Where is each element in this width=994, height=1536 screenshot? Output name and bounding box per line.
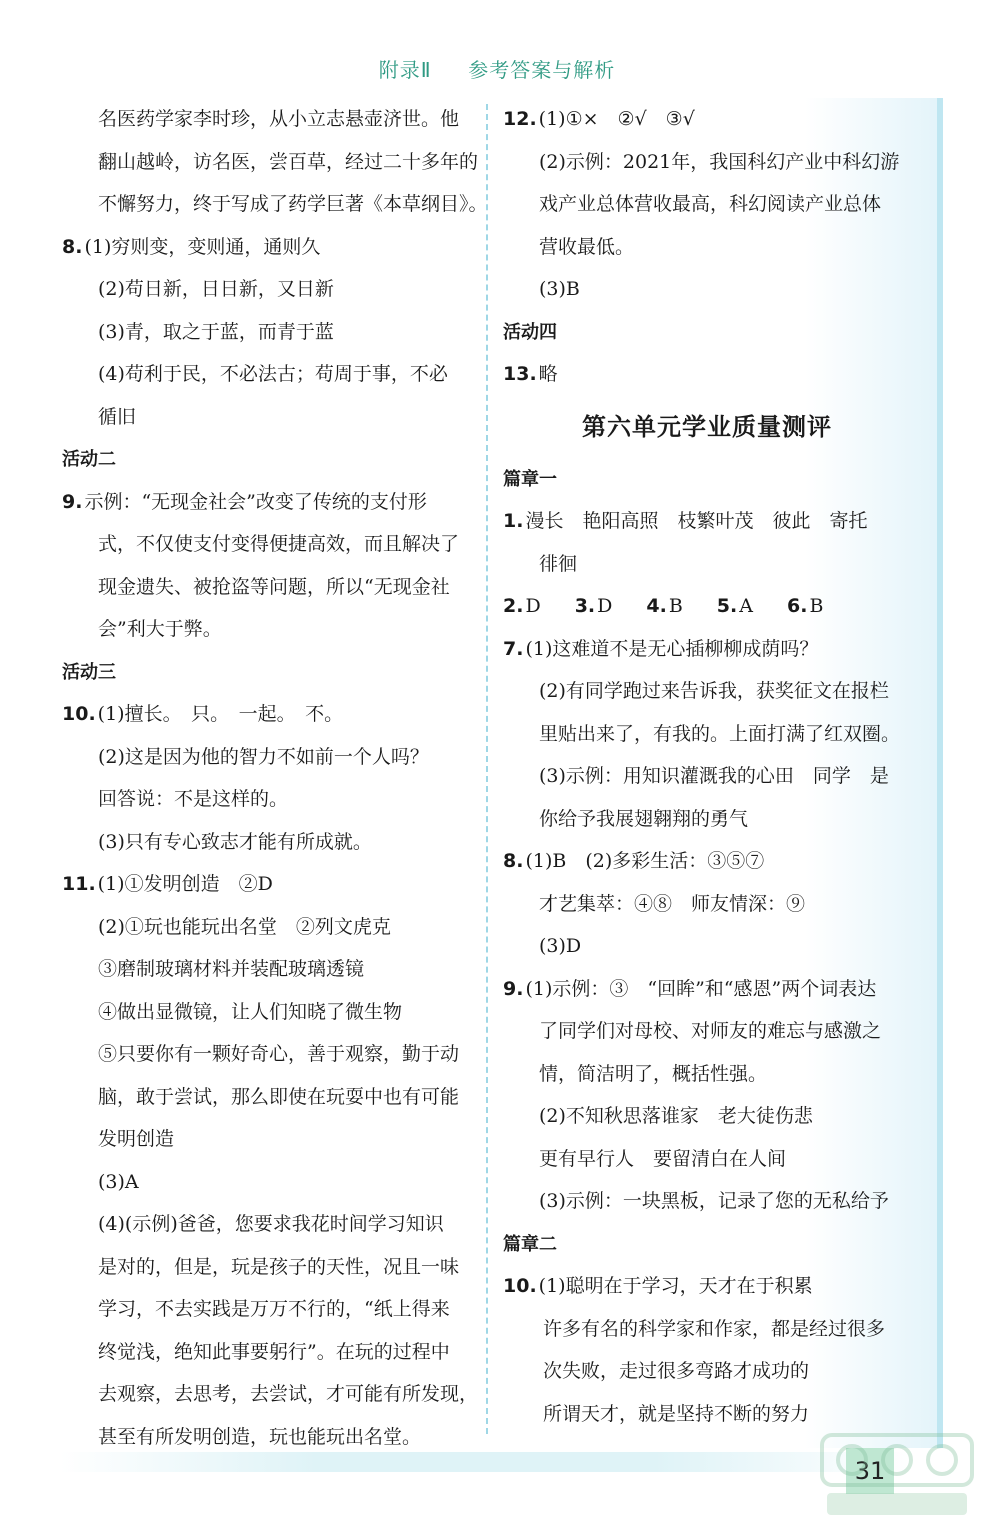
answer-line <box>62 481 474 524</box>
answer-line <box>503 1010 911 1053</box>
answer-line <box>62 693 474 736</box>
answer-text: (1)擅长。 只。 一起。 不。 <box>97 703 344 725</box>
answer-text: ⑤只要你有一颗好奇心，善于观察，勤于动 <box>98 1043 460 1065</box>
answer-text: 是对的，但是，玩是孩子的天性，况且一味 <box>98 1255 460 1278</box>
answer-text: 漫长 艳阳高照 枝繁叶茂 彼此 寄托 <box>525 510 868 532</box>
answer-text: 学习，不去实践是万万不行的，“纸上得来 <box>98 1298 450 1320</box>
answer-choice: B <box>668 595 683 617</box>
question-number: 6. <box>786 595 808 617</box>
answer-text: 徘徊 <box>539 552 578 575</box>
answer-text: (3)只有专心致志才能有所成就。 <box>98 830 372 853</box>
answer-line <box>62 98 474 141</box>
answer-line <box>503 1308 911 1351</box>
question-number: 7. <box>503 637 524 660</box>
answer-line <box>62 1118 474 1161</box>
answer-line <box>62 821 474 864</box>
answer-text: 更有早行人 要留清白在人间 <box>539 1147 787 1170</box>
answer-line <box>62 1288 474 1331</box>
question-number: 5. <box>716 595 738 617</box>
answer-text: (3)A <box>98 1170 139 1193</box>
answer-line <box>62 1203 474 1246</box>
answer-text: (1)这难道不是无心插柳柳成荫吗？ <box>525 637 819 660</box>
answer-text: (2)示例：2021年，我国科幻产业中科幻游 <box>539 150 900 173</box>
answer-line <box>503 925 911 968</box>
answer-text: 不懈努力，终于写成了药学巨著《本草纲目》。 <box>98 193 488 215</box>
answer-line <box>62 353 474 396</box>
answer-text: 甚至有所发明创造，玩也能玩出名堂。 <box>98 1425 422 1448</box>
answer-text: 了同学们对母校、对师友的难忘与感激之 <box>539 1020 882 1042</box>
answer-line <box>503 840 911 883</box>
answer-line <box>503 1053 911 1096</box>
answer-text: 营收最低。 <box>539 235 635 258</box>
question-number: 10. <box>62 703 96 725</box>
answer-text: 回答说：不是这样的。 <box>98 788 289 810</box>
answer-text: (2)有同学跑过来告诉我，获奖征文在报栏 <box>539 680 889 702</box>
page-header <box>0 54 994 83</box>
answer-line <box>62 523 474 566</box>
answer-line <box>62 396 474 439</box>
section-heading <box>503 458 911 501</box>
answer-line <box>503 183 911 226</box>
question-number: 11. <box>62 873 96 895</box>
answer-text: (3)示例：用知识灌溉我的心田 同学 是 <box>539 765 889 787</box>
answer-text: ④做出显微镜，让人们知晓了微生物 <box>98 1000 403 1023</box>
answer-text: 许多有名的科学家和作家，都是经过很多 <box>543 1317 886 1340</box>
question-number: 13. <box>503 363 537 385</box>
answer-line <box>62 1076 474 1119</box>
answer-text: 所谓天才，就是坚持不断的努力 <box>543 1402 810 1425</box>
header-appendix: 附录Ⅱ <box>378 58 432 82</box>
answer-text: (4)(示例)爸爸，您要求我花时间学习知识 <box>98 1213 444 1235</box>
answer-text: (3)青，取之于蓝，而青于蓝 <box>98 320 334 343</box>
answer-line <box>503 670 911 713</box>
answer-text: (1)穷则变，变则通，通则久 <box>84 235 321 258</box>
answer-choice: A <box>739 595 753 617</box>
answer-line <box>503 1180 911 1223</box>
answer-line <box>503 1138 911 1181</box>
answer-line <box>503 268 911 311</box>
answer-text: (2)①玩也能玩出名堂 ②列文虎克 <box>98 915 391 938</box>
page-number: 31 <box>846 1448 894 1494</box>
section-heading <box>503 1223 911 1266</box>
answer-line <box>62 991 474 1034</box>
answer-text: 去观察，去思考，去尝试，才可能有所发现， <box>98 1383 479 1405</box>
answer-text: (2)苟日新，日日新，又日新 <box>98 278 334 300</box>
answer-line <box>503 543 911 586</box>
question-number: 9. <box>62 490 83 513</box>
answer-text: (4)苟利于民，不必法古；苟周于事，不必 <box>98 363 448 385</box>
answer-line <box>62 311 474 354</box>
answer-line <box>62 1033 474 1076</box>
question-number: 9. <box>503 977 524 1000</box>
question-number: 8. <box>503 850 524 872</box>
question-number: 2. <box>503 595 524 617</box>
answer-line <box>62 141 479 184</box>
question-number: 12. <box>503 108 537 130</box>
question-number: 3. <box>574 595 596 617</box>
answer-text: (3)B <box>539 278 580 300</box>
answer-line <box>62 566 474 609</box>
answer-text: (2)这是因为他的智力不如前一个人吗？ <box>98 745 429 768</box>
answer-line <box>503 141 911 184</box>
answer-text: (3)D <box>539 935 582 957</box>
answer-text: 示例：“无现金社会”改变了传统的支付形 <box>84 490 427 513</box>
section-heading <box>503 311 911 354</box>
answer-text: 你给予我展翅翱翔的勇气 <box>539 807 749 830</box>
answer-line <box>503 1095 911 1138</box>
answer-line <box>62 778 474 821</box>
answer-text: 脑，敢于尝试，那么即使在玩耍中也有可能 <box>98 1085 460 1108</box>
answer-text: (1)示例：③ “回眸”和“感恩”两个词表达 <box>525 977 877 1000</box>
question-number: 4. <box>646 595 667 617</box>
answer-text: 戏产业总体营收最高，科幻阅读产业总体 <box>539 193 882 215</box>
answer-text: 终觉浅，绝知此事要躬行”。在玩的过程中 <box>98 1340 450 1363</box>
answer-line <box>503 226 911 269</box>
answer-text: 式，不仅使支付变得便捷高效，而且解决了 <box>98 533 460 555</box>
answer-text: (1)B (2)多彩生活：③⑤⑦ <box>525 850 765 872</box>
section-heading <box>62 651 474 694</box>
section-heading-label: 篇章一 <box>503 468 557 490</box>
answer-line <box>503 353 911 396</box>
answer-text: 会”利大于弊。 <box>98 618 222 640</box>
answer-text: 里贴出来了，有我的。上面打满了红双圈。 <box>539 722 901 745</box>
answer-line <box>503 713 911 756</box>
answer-text: (1)①发明创造 ②D <box>97 873 273 895</box>
answer-line <box>503 628 911 671</box>
answer-line <box>503 968 911 1011</box>
answer-line <box>62 268 474 311</box>
section-heading-label: 活动四 <box>503 321 557 343</box>
answer-text: ③磨制玻璃材料并装配玻璃透镜 <box>98 958 365 980</box>
multiple-choice-answers <box>503 585 911 628</box>
answer-text: (1)聪明在于学习，天才在于积累 <box>538 1275 813 1297</box>
answer-line <box>62 948 474 991</box>
answer-choice: D <box>525 595 541 617</box>
answer-line <box>503 98 911 141</box>
answer-text: 情，简洁明了，概括性强。 <box>539 1062 768 1085</box>
answer-line <box>62 736 474 779</box>
answer-text: 现金遗失、被抢盗等问题，所以“无现金社 <box>98 575 450 598</box>
section-heading-label: 活动二 <box>62 449 116 470</box>
answer-text: 发明创造 <box>98 1128 175 1150</box>
right-column <box>503 98 911 1435</box>
answer-choice: D <box>597 595 613 617</box>
answer-text: 略 <box>538 363 558 385</box>
answer-text: (2)不知秋思落谁家 老大徒伤悲 <box>539 1105 813 1127</box>
answer-choice: B <box>809 595 824 617</box>
answer-text: 名医药学家李时珍，从小立志悬壶济世。他 <box>98 108 460 130</box>
answer-line <box>62 1331 474 1374</box>
answer-line <box>62 863 474 906</box>
answer-line <box>62 183 488 226</box>
answer-text: 次失败，走过很多弯路才成功的 <box>543 1360 810 1382</box>
answer-line <box>62 1373 479 1416</box>
answer-line <box>503 1265 911 1308</box>
header-answers-title: 参考答案与解析 <box>468 58 616 82</box>
answer-line <box>62 608 474 651</box>
question-number: 10. <box>503 1275 537 1297</box>
question-number: 1. <box>503 510 524 532</box>
answer-line <box>503 1350 911 1393</box>
answer-text: (3)示例：一块黑板，记录了您的无私给予 <box>539 1190 889 1212</box>
answer-line <box>62 1161 474 1204</box>
answer-line <box>503 883 911 926</box>
section-heading <box>62 438 474 481</box>
answer-text: 循旧 <box>98 405 137 428</box>
answer-line <box>503 500 911 543</box>
answer-text: 才艺集萃：④⑧ 师友情深：⑨ <box>539 892 806 915</box>
answer-line <box>503 798 911 841</box>
answer-text: 翻山越岭，访名医，尝百草，经过二十多年的 <box>98 150 479 173</box>
section-heading-label: 篇章二 <box>503 1233 557 1255</box>
answer-line <box>503 755 911 798</box>
answer-text: (1)①× ②√ ③√ <box>538 108 695 130</box>
answer-line <box>503 1393 911 1436</box>
answer-line <box>62 1246 474 1289</box>
answer-line <box>62 226 474 269</box>
question-number: 8. <box>62 235 83 258</box>
column-divider <box>486 104 488 1434</box>
section-heading-label: 活动三 <box>62 661 116 683</box>
left-column <box>62 98 488 1458</box>
answer-line <box>62 906 474 949</box>
unit-title: 第六单元学业质量测评 <box>582 412 832 441</box>
footer-band <box>60 1452 910 1472</box>
